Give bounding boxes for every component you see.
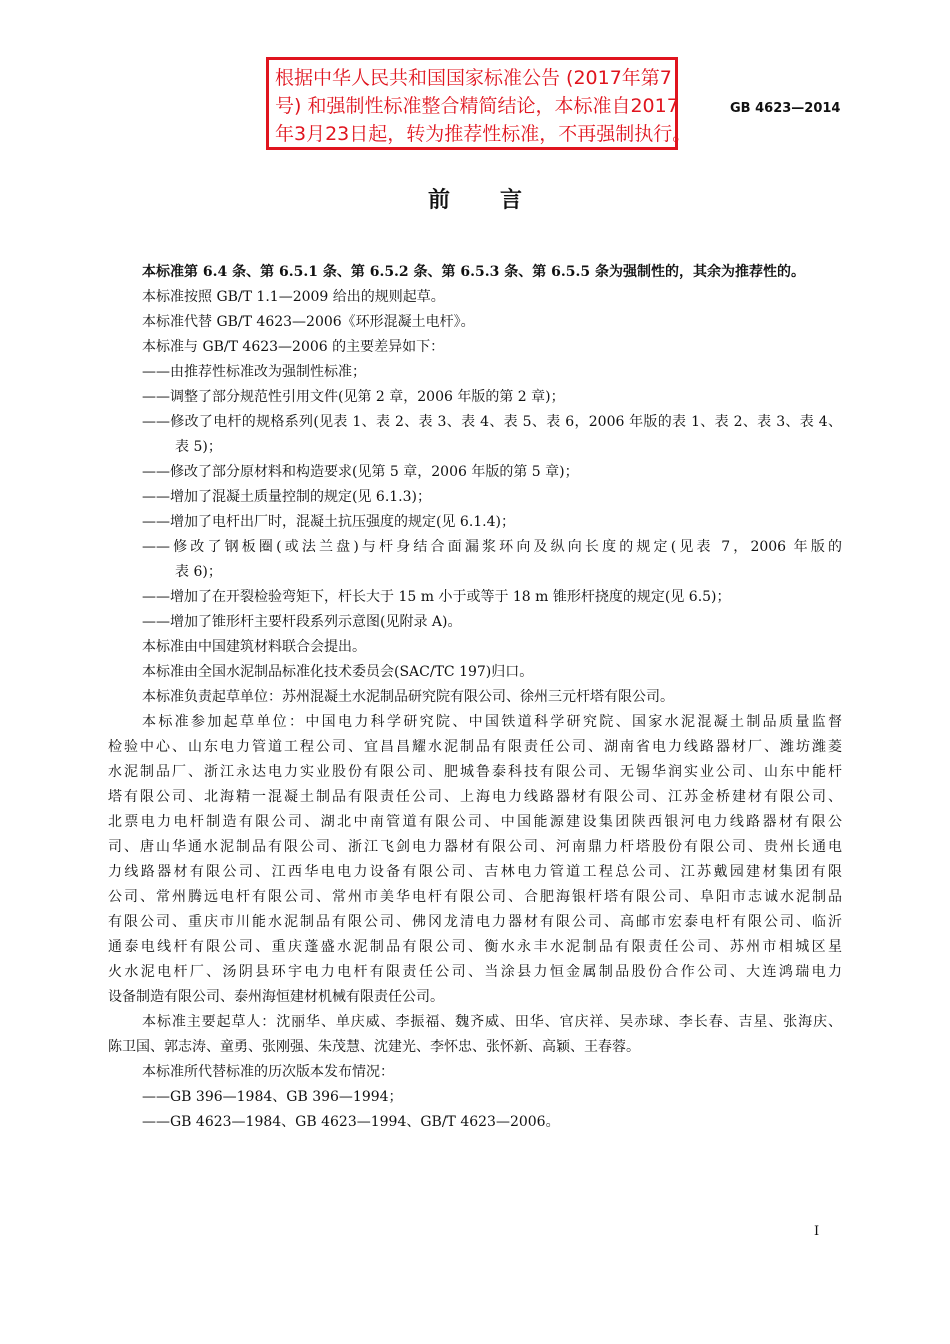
page-number: I	[814, 1224, 820, 1239]
paragraph	[108, 510, 842, 535]
paragraph	[108, 335, 842, 360]
text-line: 设备制造有限公司、泰州海恒建材机械有限责任公司。	[108, 989, 444, 1005]
text-line: 通泰电线杆有限公司、重庆蓬盛水泥制品有限公司、衡水永丰水泥制品有限责任公司、苏州市相城区星	[108, 939, 842, 955]
text-line: 本标准与 GB/T 4623—2006 的主要差异如下：	[142, 339, 445, 355]
notice-line: 年3月23日起，转为推荐性标准，不再强制执行。	[275, 123, 692, 145]
paragraph	[108, 585, 842, 610]
paragraph	[108, 310, 842, 335]
paragraph	[108, 385, 842, 410]
text-line: 司、唐山华通水泥制品有限公司、浙江飞剑电力器材有限公司、河南鼎力杆塔股份有限公司、贵州长通电	[108, 839, 842, 855]
text-line: 本标准由中国建筑材料联合会提出。	[142, 639, 366, 655]
text-line: 火水泥电杆厂、汤阴县环宇电力电杆有限责任公司、当涂县力恒金属制品股份合作公司、大连鸿瑞电力	[108, 964, 842, 980]
text-line: ——修改了电杆的规格系列(见表 1、表 2、表 3、表 4、表 5、表 6，2006 年版的表 1、表 2、表 3、表 4、	[142, 414, 842, 430]
paragraph	[108, 410, 842, 460]
text-line: 本标准负责起草单位：苏州混凝土水泥制品研究院有限公司、徐州三元杆塔有限公司。	[142, 689, 674, 705]
notice-line: 号) 和强制性标准整合精简结论，本标准自2017	[275, 95, 679, 117]
text-line: 本标准主要起草人：沈丽华、单庆威、李振福、魏齐威、田华、官庆祥、吴赤球、李长春、吉星、张海庆、	[142, 1014, 842, 1030]
text-line-continuation: 表 6)；	[175, 564, 222, 580]
paragraph	[108, 1060, 842, 1085]
paragraph	[108, 360, 842, 385]
text-line: ——修改了部分原材料和构造要求(见第 5 章，2006 年版的第 5 章)；	[142, 464, 579, 480]
text-line: ——GB 4623—1984、GB 4623—1994、GB/T 4623—2006。	[142, 1114, 560, 1130]
page-title: 前言	[427, 188, 572, 213]
paragraph	[108, 710, 842, 1010]
text-line: ——增加了在开裂检验弯矩下，杆长大于 15 m 小于或等于 18 m 锥形杆挠度的规定(见 6.5)；	[142, 589, 731, 605]
paragraph	[108, 685, 842, 710]
document-body	[108, 260, 842, 1135]
text-line: 水泥制品厂、浙江永达电力实业股份有限公司、肥城鲁泰科技有限公司、无锡华润实业公司、山东中能杆	[108, 764, 842, 780]
paragraph	[108, 1110, 842, 1135]
text-line: 本标准参加起草单位：中国电力科学研究院、中国铁道科学研究院、国家水泥混凝土制品质量监督	[142, 714, 842, 730]
text-line: 本标准按照 GB/T 1.1—2009 给出的规则起草。	[142, 289, 445, 305]
text-line: ——修改了钢板圈(或法兰盘)与杆身结合面漏浆环向及纵向长度的规定(见表 7，2006 年版的	[142, 539, 842, 555]
text-line: 公司、常州腾远电杆有限公司、常州市美华电杆有限公司、合肥海银杆塔有限公司、阜阳市志诚水泥制品	[108, 889, 842, 905]
paragraph	[108, 535, 842, 585]
text-line: ——GB 396—1984、GB 396—1994；	[142, 1089, 403, 1105]
paragraph	[108, 635, 842, 660]
paragraph	[108, 660, 842, 685]
text-line: 本标准代替 GB/T 4623—2006《环形混凝土电杆》。	[142, 314, 475, 330]
text-line: 北票电力电杆制造有限公司、湖北中南管道有限公司、中国能源建设集团陕西银河电力线路器材有限公	[108, 814, 842, 830]
text-line: 陈卫国、郭志涛、童勇、张刚强、朱茂慧、沈建光、李怀忠、张怀新、高颖、王春蓉。	[108, 1039, 640, 1055]
paragraph	[108, 260, 842, 285]
paragraph	[108, 1010, 842, 1060]
paragraph	[108, 1085, 842, 1110]
text-line: 检验中心、山东电力管道工程公司、宜昌昌耀水泥制品有限责任公司、湖南省电力线路器材厂、潍坊潍菱	[108, 739, 842, 755]
text-line: ——调整了部分规范性引用文件(见第 2 章，2006 年版的第 2 章)；	[142, 389, 565, 405]
text-line: ——增加了锥形杆主要杆段系列示意图(见附录 A)。	[142, 614, 462, 630]
text-line: 塔有限公司、北海精一混凝土制品有限责任公司、上海电力线路器材有限公司、江苏金桥建材有限公司、	[108, 789, 842, 805]
paragraph	[108, 485, 842, 510]
text-line: 本标准所代替标准的历次版本发布情况：	[142, 1064, 394, 1080]
text-line: 有限公司、重庆市川能水泥制品有限公司、佛冈龙清电力器材有限公司、高邮市宏泰电杆有限公司、临沂	[108, 914, 842, 930]
text-line: ——增加了电杆出厂时，混凝土抗压强度的规定(见 6.1.4)；	[142, 514, 515, 530]
standard-number: GB 4623—2014	[730, 101, 841, 116]
paragraph	[108, 460, 842, 485]
text-line: ——增加了混凝土质量控制的规定(见 6.1.3)；	[142, 489, 431, 505]
text-line: 本标准第 6.4 条、第 6.5.1 条、第 6.5.2 条、第 6.5.3 条、第 6.5.5 条为强制性的，其余为推荐性的。	[142, 264, 805, 280]
paragraph	[108, 610, 842, 635]
text-line-continuation: 表 5)；	[175, 439, 222, 455]
paragraph	[108, 285, 842, 310]
notice-line: 根据中华人民共和国国家标准公告 (2017年第7	[275, 67, 672, 89]
text-line: 力线路器材有限公司、江西华电电力设备有限公司、吉林电力管道工程总公司、江苏戴园建材集团有限	[108, 864, 842, 880]
abolition-notice-box	[266, 57, 692, 150]
text-line: 本标准由全国水泥制品标准化技术委员会(SAC/TC 197)归口。	[142, 664, 534, 680]
text-line: ——由推荐性标准改为强制性标准；	[142, 364, 366, 380]
